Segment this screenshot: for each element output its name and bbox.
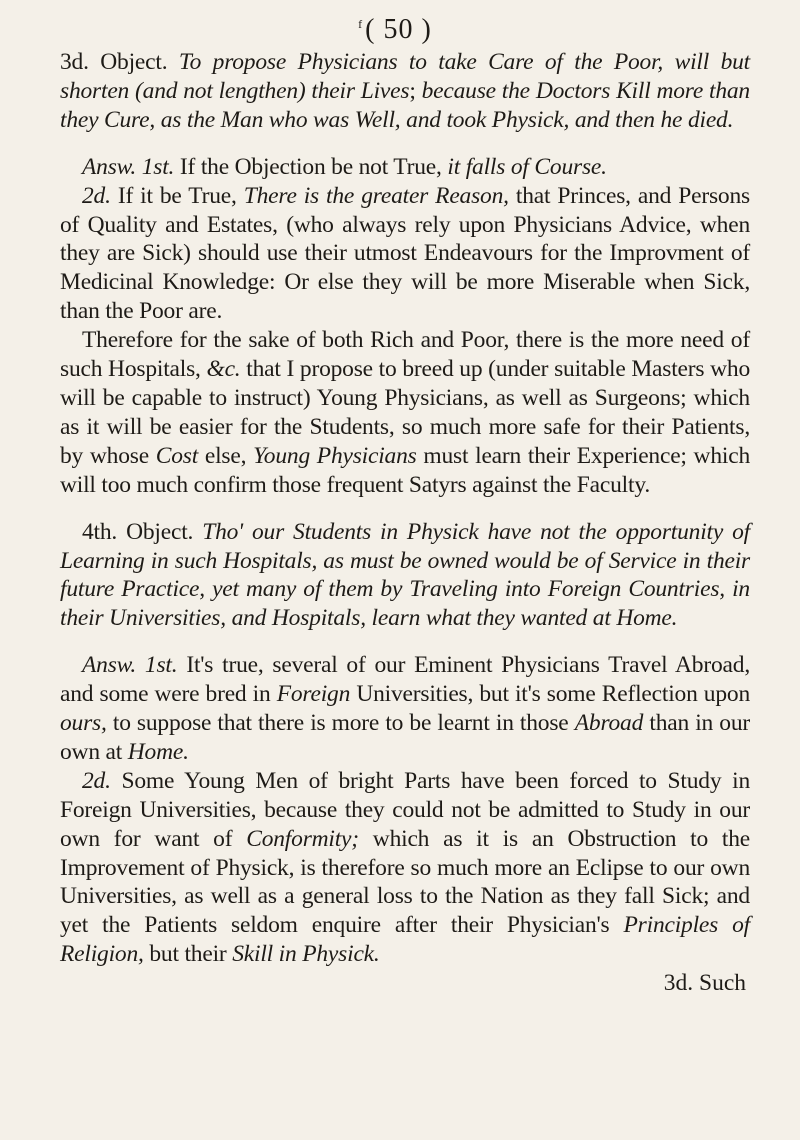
answer-4-1-text-2: Universities, but it's some Reflection upon xyxy=(350,681,751,708)
book-page xyxy=(60,12,750,1132)
objection-4-paragraph xyxy=(60,518,750,634)
answer-4-2-italic-3: Skill in Physick. xyxy=(232,941,380,968)
answer-2-text-2: that Princes, and Persons of Quality and Estates, (who always rely upon Physicians Advice, when they are Sick) should use their utmost Endeavours for the Improvment of Medicinal Knowledge: Or else they will be more Miserable when Sick, than the Poor are. xyxy=(60,182,750,325)
answer-2-paragraph xyxy=(60,182,750,327)
answer-4-1-text-3: to suppose that there is more to be learnt in those xyxy=(106,710,575,737)
objection-3-separator: ; xyxy=(409,77,422,104)
answer-4-1-text-4: than in our own at xyxy=(60,710,750,765)
therefore-italic-2: Cost xyxy=(155,442,199,469)
answer-1-paragraph xyxy=(60,153,750,182)
page-number xyxy=(40,12,750,48)
catchword: 3d. Such xyxy=(663,970,746,997)
objection-4-lead: 4th. Object. xyxy=(82,518,194,545)
answer-4-1-italic-3: Abroad xyxy=(574,710,644,737)
answer-4-1-lead: Answ. 1st. xyxy=(82,652,178,679)
answer-4-2-text-1: Some Young Men of bright Parts have been forced to Study in Foreign Universities, because they could not be admitted to Study in our own for want of xyxy=(60,767,750,852)
answer-2-text-1: If it be True, xyxy=(110,182,244,209)
therefore-italic-1: &c. xyxy=(206,356,241,383)
objection-3-paragraph xyxy=(60,48,750,135)
answer-4-2-text-3: but their xyxy=(143,941,233,968)
answer-4-1-italic-2: ours, xyxy=(60,710,107,737)
page-number-text: ( 50 ) xyxy=(365,14,432,45)
answer-2-lead: 2d. xyxy=(82,182,111,209)
therefore-text-1: Therefore for the sake of both Rich and Poor, there is the more need of such Hospitals, xyxy=(60,327,750,383)
answer-1-italic: it falls of Course. xyxy=(447,153,607,180)
answer-4-2-text-2: which as it is an Obstruction to the Improvement of Physick, is therefore so much more an Eclipse to our own Universities, as well as a general loss to the Nation as they fall Sick; and yet the Patients seldom enquire after their Physician's xyxy=(60,825,750,939)
objection-4-text: Tho' our Students in Physick have not the opportunity of Learning in such Hospitals, as must be owned would be of Service in their future Practice, yet many of them by Traveling into Foreign Countries, in their Universities, and Hospitals, learn what they wanted at Home. xyxy=(60,518,750,632)
answer-4-1-paragraph xyxy=(60,651,750,767)
answer-1-text: If the Objection be not True, xyxy=(174,153,448,180)
page-number-mark: f xyxy=(358,17,364,31)
answer-4-2-lead: 2d. xyxy=(82,767,111,794)
objection-3-text-1: To propose Physicians to take Care of the Poor, xyxy=(178,49,664,75)
answer-4-1-text-1: It's true, several of our Eminent Physicians Travel Abroad, and some were bred in xyxy=(60,652,750,708)
therefore-italic-3: Young Physicians xyxy=(253,442,417,469)
answer-4-1-italic-1: Foreign xyxy=(276,681,351,708)
therefore-paragraph xyxy=(60,326,750,499)
answer-4-2-italic-2: Principles of Religion, xyxy=(60,912,750,968)
answer-4-1-italic-4: Home. xyxy=(127,738,189,765)
objection-3-text-2: will but shorten (and not lengthen) their Lives xyxy=(60,49,751,104)
objection-3-text-3: because the Doctors Kill more than they Cure, as the Man who was Well, and took Physick, and then he died. xyxy=(60,77,750,133)
objection-3-lead: 3d. Object. xyxy=(60,49,168,75)
answer-2-italic: There is the greater Reason, xyxy=(243,182,509,209)
therefore-text-4: must learn their Experience; which will too much confirm those frequent Satyrs against the Faculty. xyxy=(60,442,750,498)
therefore-text-2: that I propose to breed up (under suitable Masters who will be capable to instruct) Young Physicians, as well as Surgeons; which as it will be easier for the Students, so much more safe for their Patients, by whose xyxy=(60,356,751,469)
answer-4-2-italic-1: Conformity; xyxy=(246,825,359,852)
answer-4-2-paragraph xyxy=(60,767,750,969)
answer-1-lead: Answ. 1st. xyxy=(82,153,175,180)
therefore-text-3: else, xyxy=(198,442,254,469)
